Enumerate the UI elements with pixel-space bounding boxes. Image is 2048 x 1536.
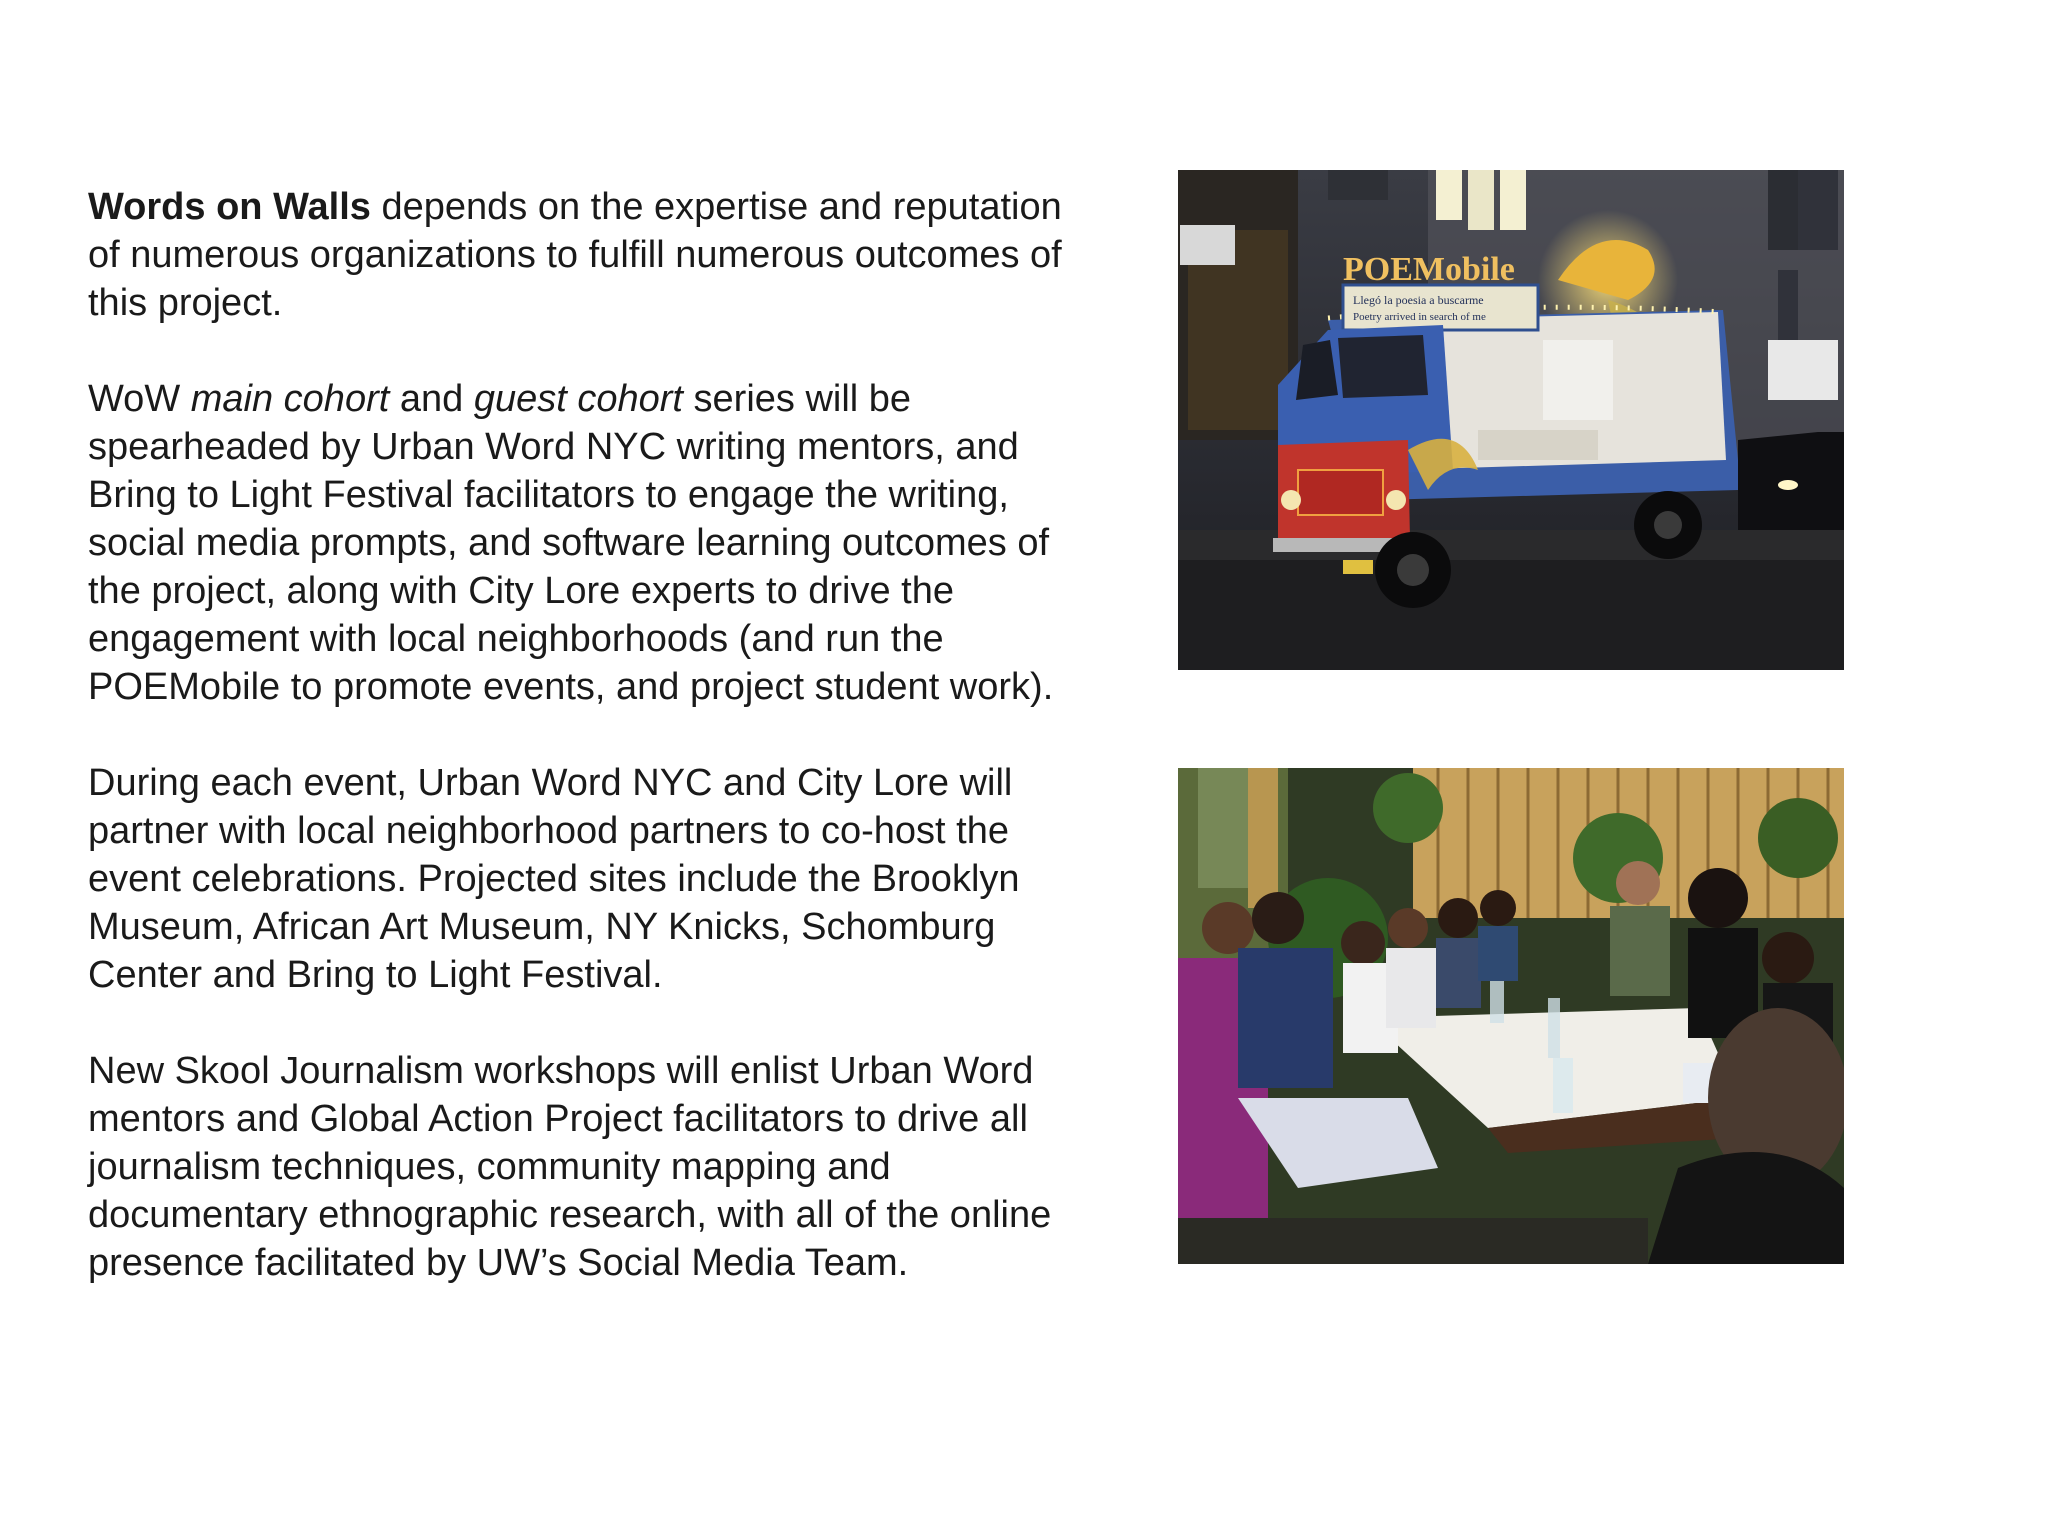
body-text (88, 183, 1098, 1287)
project-name: Words on Walls (88, 186, 371, 228)
cohort-text-b: and (389, 378, 474, 420)
poemobile-truck-photo (1178, 170, 1844, 670)
truck-sign-line2: Poetry arrived in search of me (1353, 311, 1486, 323)
poemobile-logo: POEMobile (1343, 251, 1515, 288)
poemobile-truck-illustration (1178, 170, 1844, 670)
guest-cohort-term: guest cohort (473, 378, 683, 420)
cohort-text-a: WoW (88, 378, 191, 420)
intro-text: depends on the expertise and reputation of numerous organizations to fulfill numerous outcomes of this project. (88, 186, 1062, 324)
cohort-text-c: series will be spearheaded by Urban Word NYC writing mentors, and Bring to Light Festival facilitators to engage the writing, social media prompts, and software learning outcomes of the project, along with City Lore experts to drive the engagement with local neighborhoods (and run the POEMobile to promote events, and project student work). (88, 378, 1054, 708)
event-paragraph: During each event, Urban Word NYC and City Lore will partner with local neighborhood partners to co-host the event celebrations. Projected sites include the Brooklyn Museum, African Art Museum, NY Knicks, Schomburg Center and Bring to Light Festival. (88, 762, 1020, 996)
workshop-group-illustration (1178, 768, 1844, 1264)
journalism-paragraph: New Skool Journalism workshops will enlist Urban Word mentors and Global Action Project facilitators to drive all journalism techniques, community mapping and documentary ethnographic research, with all of the online presence facilitated by UW’s Social Media Team. (88, 1050, 1052, 1284)
cohort-paragraph (88, 375, 1098, 711)
main-cohort-term: main cohort (190, 378, 390, 420)
truck-sign-line1: Llegó la poesia a buscarme (1353, 293, 1484, 307)
workshop-group-photo (1178, 768, 1844, 1264)
intro-paragraph (88, 183, 1098, 327)
